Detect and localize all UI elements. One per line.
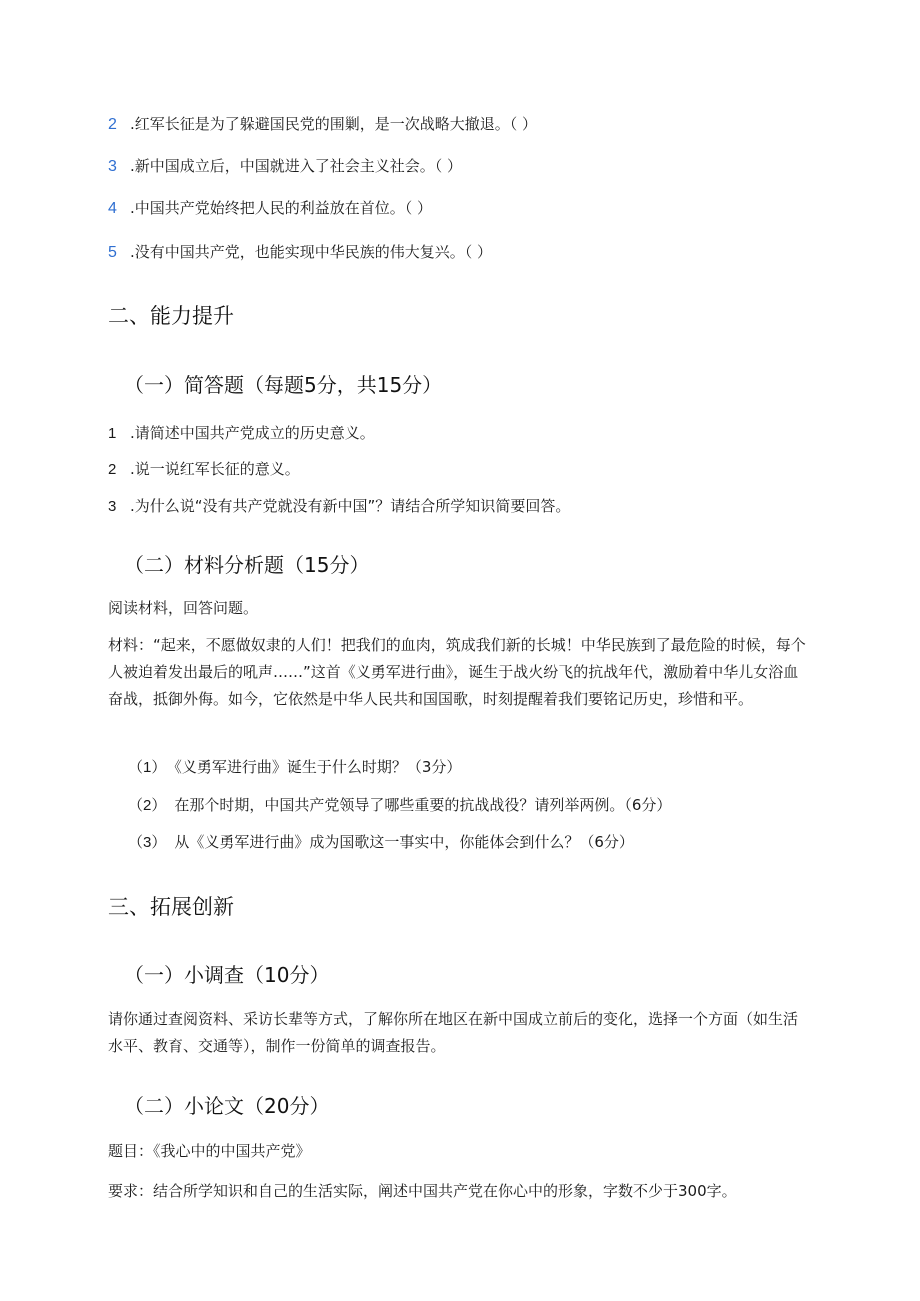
item-text: .新中国成立后，中国就进入了社会主义社会。（ ） bbox=[130, 157, 463, 175]
material-paragraph: 材料：“起来，不愿做奴隶的人们！把我们的血肉，筑成我们新的长城！中华民族到了最危险的时候，每个人被迫着发出最后的吼声……”这首《义勇军进行曲》，诞生于战火纷飞的抗战年代，激励着中华儿女浴血奋战，抵御外侮。如今，它依然是中华人民共和国国歌，时刻提醒着我们要铭记历史，珍惜和平。 bbox=[108, 636, 806, 708]
question-text: 在那个时期，中国共产党领导了哪些重要的抗战战役？请列举两例。（6分） bbox=[174, 796, 672, 814]
essay-requirement: 要求：结合所学知识和自己的生活实际，阐述中国共产党在你心中的形象，字数不少于300字。 bbox=[108, 1182, 737, 1200]
item-number: 1 bbox=[108, 425, 117, 442]
item-text: .中国共产党始终把人民的利益放在首位。（ ） bbox=[130, 199, 433, 217]
item-text: .为什么说“没有共产党就没有新中国”？请结合所学知识简要回答。 bbox=[130, 497, 571, 515]
survey-paragraph: 请你通过查阅资料、采访长辈等方式，了解你所在地区在新中国成立前后的变化，选择一个方面（如生活水平、教育、交通等），制作一份简单的调查报告。 bbox=[108, 1010, 799, 1055]
item-number: 5 bbox=[108, 244, 117, 261]
material-intro: 阅读材料，回答问题。 bbox=[108, 599, 259, 617]
judgment-item-5 bbox=[108, 242, 492, 263]
item-text: .请简述中国共产党成立的历史意义。 bbox=[130, 424, 375, 442]
question-mark: （2） bbox=[128, 797, 167, 814]
subsection-survey-heading: （一）小调查（10分） bbox=[124, 963, 330, 987]
judgment-item-2 bbox=[108, 114, 537, 135]
item-number: 3 bbox=[108, 158, 117, 175]
material-question-1 bbox=[128, 757, 461, 778]
material-question-3 bbox=[128, 832, 634, 853]
item-number: 2 bbox=[108, 116, 117, 133]
judgment-item-3 bbox=[108, 156, 462, 177]
item-text: .没有中国共产党，也能实现中华民族的伟大复兴。（ ） bbox=[130, 243, 493, 261]
question-text: 从《义勇军进行曲》成为国歌这一事实中，你能体会到什么？（6分） bbox=[174, 833, 634, 851]
subsection-material-heading: （二）材料分析题（15分） bbox=[124, 553, 370, 577]
short-answer-item-2 bbox=[108, 459, 300, 480]
question-mark: （1） bbox=[128, 759, 167, 776]
item-number: 3 bbox=[108, 498, 117, 515]
short-answer-item-3 bbox=[108, 496, 570, 517]
short-answer-item-1 bbox=[108, 423, 375, 444]
question-text: 《义勇军进行曲》诞生于什么时期？（3分） bbox=[174, 758, 462, 776]
item-text: .红军长征是为了躲避国民党的围剿，是一次战略大撤退。（ ） bbox=[130, 115, 538, 133]
item-number: 2 bbox=[108, 461, 117, 478]
subsection-essay-heading: （二）小论文（20分） bbox=[124, 1094, 330, 1118]
section-title-extension: 三、拓展创新 bbox=[108, 895, 234, 919]
question-mark: （3） bbox=[128, 834, 167, 851]
item-text: .说一说红军长征的意义。 bbox=[130, 460, 300, 478]
item-number: 4 bbox=[108, 200, 117, 217]
material-question-2 bbox=[128, 795, 671, 816]
subsection-short-answer-heading: （一）简答题（每题5分，共15分） bbox=[124, 373, 443, 397]
section-title-ability: 二、能力提升 bbox=[108, 304, 234, 328]
essay-topic: 题目：《我心中的中国共产党》 bbox=[108, 1142, 311, 1160]
judgment-item-4 bbox=[108, 198, 432, 219]
